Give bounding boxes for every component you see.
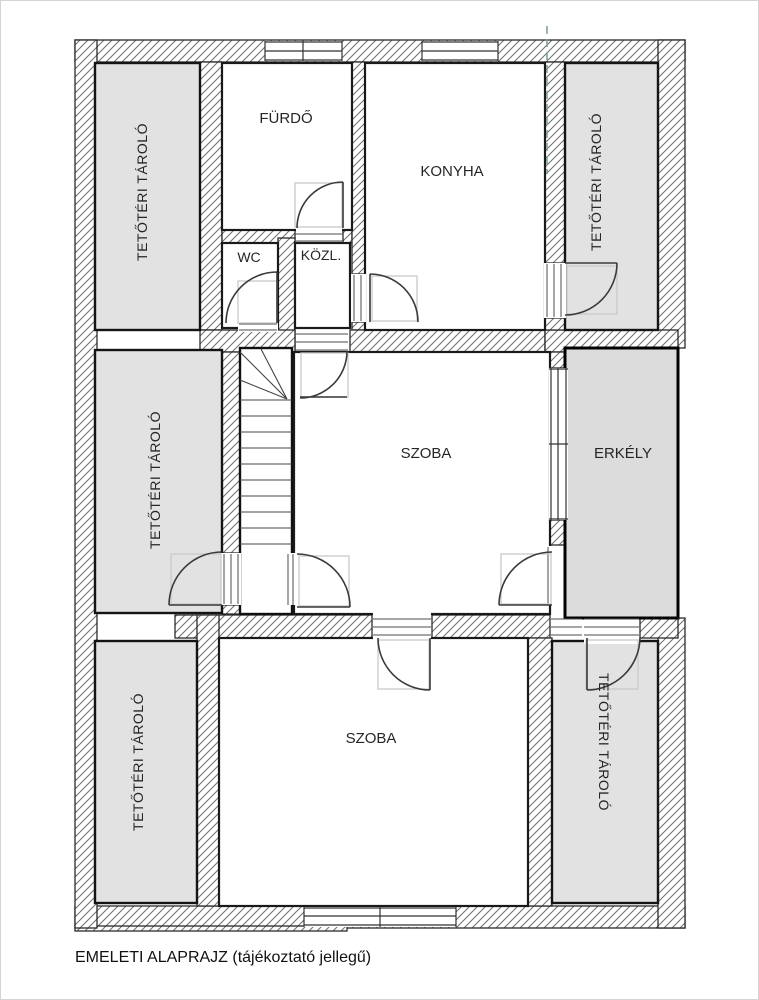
plan-caption: EMELETI ALAPRAJZ (tájékoztató jellegű) [75, 949, 372, 966]
opening-kitchen-west [351, 274, 366, 322]
wall-bathroom-south-stub [343, 230, 352, 243]
room-storage-top-right [565, 63, 658, 330]
wall-kitchen-west [352, 62, 365, 274]
wall-stair-west-stub [222, 605, 240, 614]
label-storage-bottom-right: TETŐTÉRI TÁROLÓ [596, 673, 612, 811]
label-hallway: KÖZL. [300, 247, 342, 263]
wall-lower-horizontal-center [432, 615, 550, 638]
room-balcony [565, 348, 678, 618]
label-kitchen: KONYHA [420, 163, 484, 180]
room-storage-bottom-left [95, 641, 197, 903]
label-room-middle: SZOBA [400, 445, 452, 462]
label-storage-bottom-left: TETŐTÉRI TÁROLÓ [130, 693, 146, 831]
wall-outer-left [75, 40, 97, 928]
room-bathroom [222, 63, 352, 230]
opening-balcony [545, 546, 555, 604]
label-bathroom: FÜRDŐ [259, 110, 313, 127]
room-bottom [219, 638, 528, 906]
label-storage-top-left: TETŐTÉRI TÁROLÓ [134, 123, 150, 261]
wall-roomB-west [197, 615, 219, 906]
room-middle [294, 352, 550, 614]
room-kitchen [365, 63, 545, 330]
label-storage-middle-left: TETŐTÉRI TÁROLÓ [147, 411, 163, 549]
wall-storageTL-east [200, 62, 222, 330]
wall-kitchen-east-stub [545, 318, 565, 330]
wall-kitchen-west-stub [352, 322, 365, 330]
staircase [240, 348, 292, 614]
wall-outer-right-bottom [658, 618, 685, 928]
wall-outer-top [75, 40, 685, 62]
wall-mid-horizontal-center [350, 330, 545, 352]
wall-outer-right-top [658, 40, 685, 348]
stair-shaft [240, 348, 292, 614]
wall-stair-west [222, 352, 240, 553]
label-room-bottom: SZOBA [345, 730, 397, 747]
opening-roomB-top1 [373, 610, 431, 618]
label-storage-top-right: TETŐTÉRI TÁROLÓ [588, 113, 604, 251]
wall-kitchen-east [545, 62, 565, 263]
label-balcony: ERKÉLY [593, 445, 653, 462]
label-wc: WC [237, 249, 261, 265]
wall-roomB-east [528, 638, 552, 906]
